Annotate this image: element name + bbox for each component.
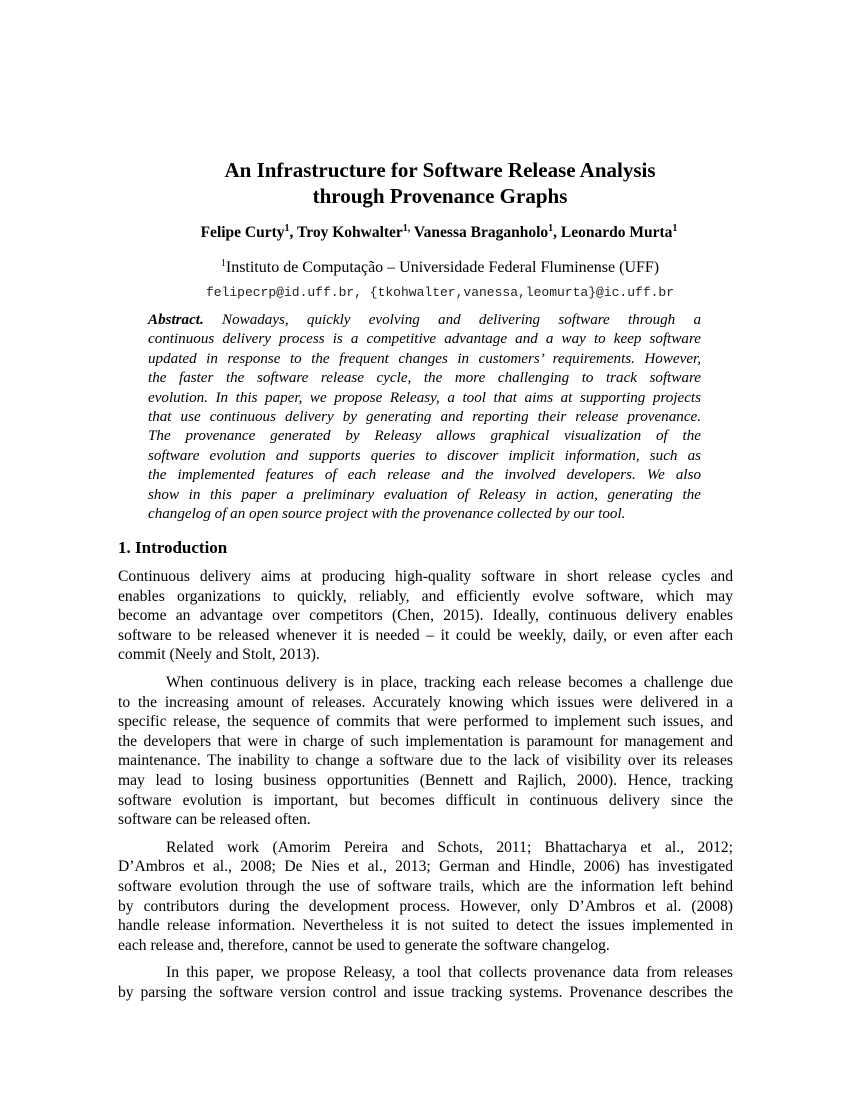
- author-name: Vanessa Braganholo: [413, 224, 549, 241]
- abstract-line-text: that use continuous delivery by generating and reporting their release provenance.: [148, 408, 701, 425]
- abstract-line: [148, 505, 701, 524]
- paragraph-line: enables organizations to quickly, reliably, and efficiently evolve software, which may: [118, 587, 733, 605]
- paragraph-line: may lead to losing business opportunities (Bennett and Rajlich, 2000). Hence, tracking: [118, 771, 733, 789]
- paragraph-line: by contributors during the development process. However, only D’Ambros et al. (2008): [118, 897, 733, 915]
- abstract-line: [148, 408, 701, 427]
- author-affiliation-mark: 1: [284, 223, 290, 234]
- paragraph: [118, 838, 733, 956]
- abstract-line-text: The provenance generated by Releasy allows graphical visualization of the: [148, 428, 701, 445]
- author-emails: felipecrp@id.uff.br, {tkohwalter,vanessa,leomurta}@ic.uff.br: [205, 285, 675, 300]
- paragraph-line: Continuous delivery aims at producing high-quality software in short release cycles and: [118, 568, 733, 585]
- affiliation-text: Instituto de Computação – Universidade Federal Fluminense (UFF): [225, 259, 660, 276]
- paragraph-line: to the increasing amount of releases. Accurately knowing which issues were delivered in a: [118, 693, 733, 711]
- author-name: Felipe Curty: [200, 224, 285, 241]
- author-affiliation-mark: 1: [548, 223, 554, 234]
- abstract-line-text: evolution. In this paper, we propose Releasy, a tool that aims at supporting projects: [148, 389, 701, 406]
- abstract-line: [148, 369, 701, 388]
- paragraph-line: the developers that were in charge of such implementation is paramount for management and: [118, 732, 733, 750]
- author-separator: ,: [553, 224, 561, 241]
- author-affiliation-mark: 1: [672, 223, 678, 234]
- title-line-2: through Provenance Graphs: [312, 184, 568, 208]
- abstract-line: [148, 427, 701, 446]
- paragraph-line: software evolution is important, but becomes difficult in continuous delivery since the: [118, 791, 733, 809]
- paragraph-line: specific release, the sequence of commits that were performed to implement such issues, and: [118, 713, 733, 731]
- author-affiliation-mark: 1,: [402, 223, 411, 234]
- abstract-line-text: updated in response to the frequent changes in customers’ requirements. However,: [148, 350, 701, 367]
- paragraph: [118, 567, 733, 665]
- paragraph-line: each release and, therefore, cannot be used to generate the software changelog.: [118, 936, 610, 954]
- paragraph-line: Related work (Amorim Pereira and Schots, 2011; Bhattacharya et al., 2012;: [166, 838, 733, 856]
- affiliation: [100, 259, 780, 277]
- paragraph-line: maintenance. The inability to change a software due to the lack of visibility over its releases: [118, 752, 733, 770]
- author-separator: ,: [289, 224, 298, 241]
- abstract-line-text: software evolution and supports queries to discover implicit information, such as: [148, 447, 701, 464]
- abstract-line: [148, 311, 701, 330]
- abstract-line: [148, 350, 701, 369]
- abstract-line: [148, 330, 701, 349]
- abstract-line: [148, 447, 701, 466]
- paragraph: [118, 673, 733, 830]
- abstract: [148, 311, 701, 524]
- abstract-line-text: continuous delivery process is a competitive advantage and a way to keep software: [148, 331, 701, 348]
- abstract-line-text: the faster the software release cycle, the more challenging to track software: [148, 370, 701, 387]
- author-list: [100, 224, 778, 242]
- paragraph-line: In this paper, we propose Releasy, a tool that collects provenance data from releases: [166, 964, 733, 982]
- abstract-line: [148, 466, 701, 485]
- abstract-line-text: changelog of an open source project with the provenance collected by our tool.: [148, 505, 626, 522]
- paragraph-line: software evolution through the use of software trails, which are the information left behind: [118, 877, 733, 895]
- abstract-line: [148, 486, 701, 505]
- introduction-body: [118, 567, 733, 1002]
- author-name: Troy Kohwalter: [297, 224, 403, 241]
- abstract-label: Abstract.: [148, 312, 204, 328]
- paragraph-line: handle release information. Nevertheless it is not suited to detect the issues implemented in: [118, 917, 733, 935]
- paper-title: [150, 157, 730, 209]
- paragraph-line: software can be released often.: [118, 811, 311, 829]
- paragraph-line: D’Ambros et al., 2008; De Nies et al., 2013; German and Hindle, 2006) has investigated: [118, 858, 733, 876]
- abstract-line: [148, 389, 701, 408]
- abstract-line-text: Nowadays, quickly evolving and delivering software through a: [222, 312, 701, 328]
- paragraph-line: become an advantage over competitors (Chen, 2015). Ideally, continuous delivery enables: [118, 607, 733, 625]
- paragraph-line: by parsing the software version control and issue tracking systems. Provenance describes the: [118, 983, 733, 1001]
- paragraph-line: When continuous delivery is in place, tracking each release becomes a challenge due: [166, 673, 733, 691]
- abstract-line-text: the implemented features of each release and the involved developers. We also: [148, 467, 701, 484]
- paragraph: [118, 963, 733, 1002]
- paragraph-line: software to be released whenever it is needed – it could be weekly, daily, or even after each: [118, 626, 733, 644]
- abstract-line-text: show in this paper a preliminary evaluation of Releasy in action, generating the: [148, 486, 701, 503]
- title-line-1: An Infrastructure for Software Release Analysis: [224, 158, 656, 182]
- affiliation-mark: 1: [220, 258, 226, 269]
- section-heading-introduction: 1. Introduction: [118, 538, 228, 557]
- paragraph-line: commit (Neely and Stolt, 2013).: [118, 646, 320, 664]
- author-name: Leonardo Murta: [560, 224, 673, 241]
